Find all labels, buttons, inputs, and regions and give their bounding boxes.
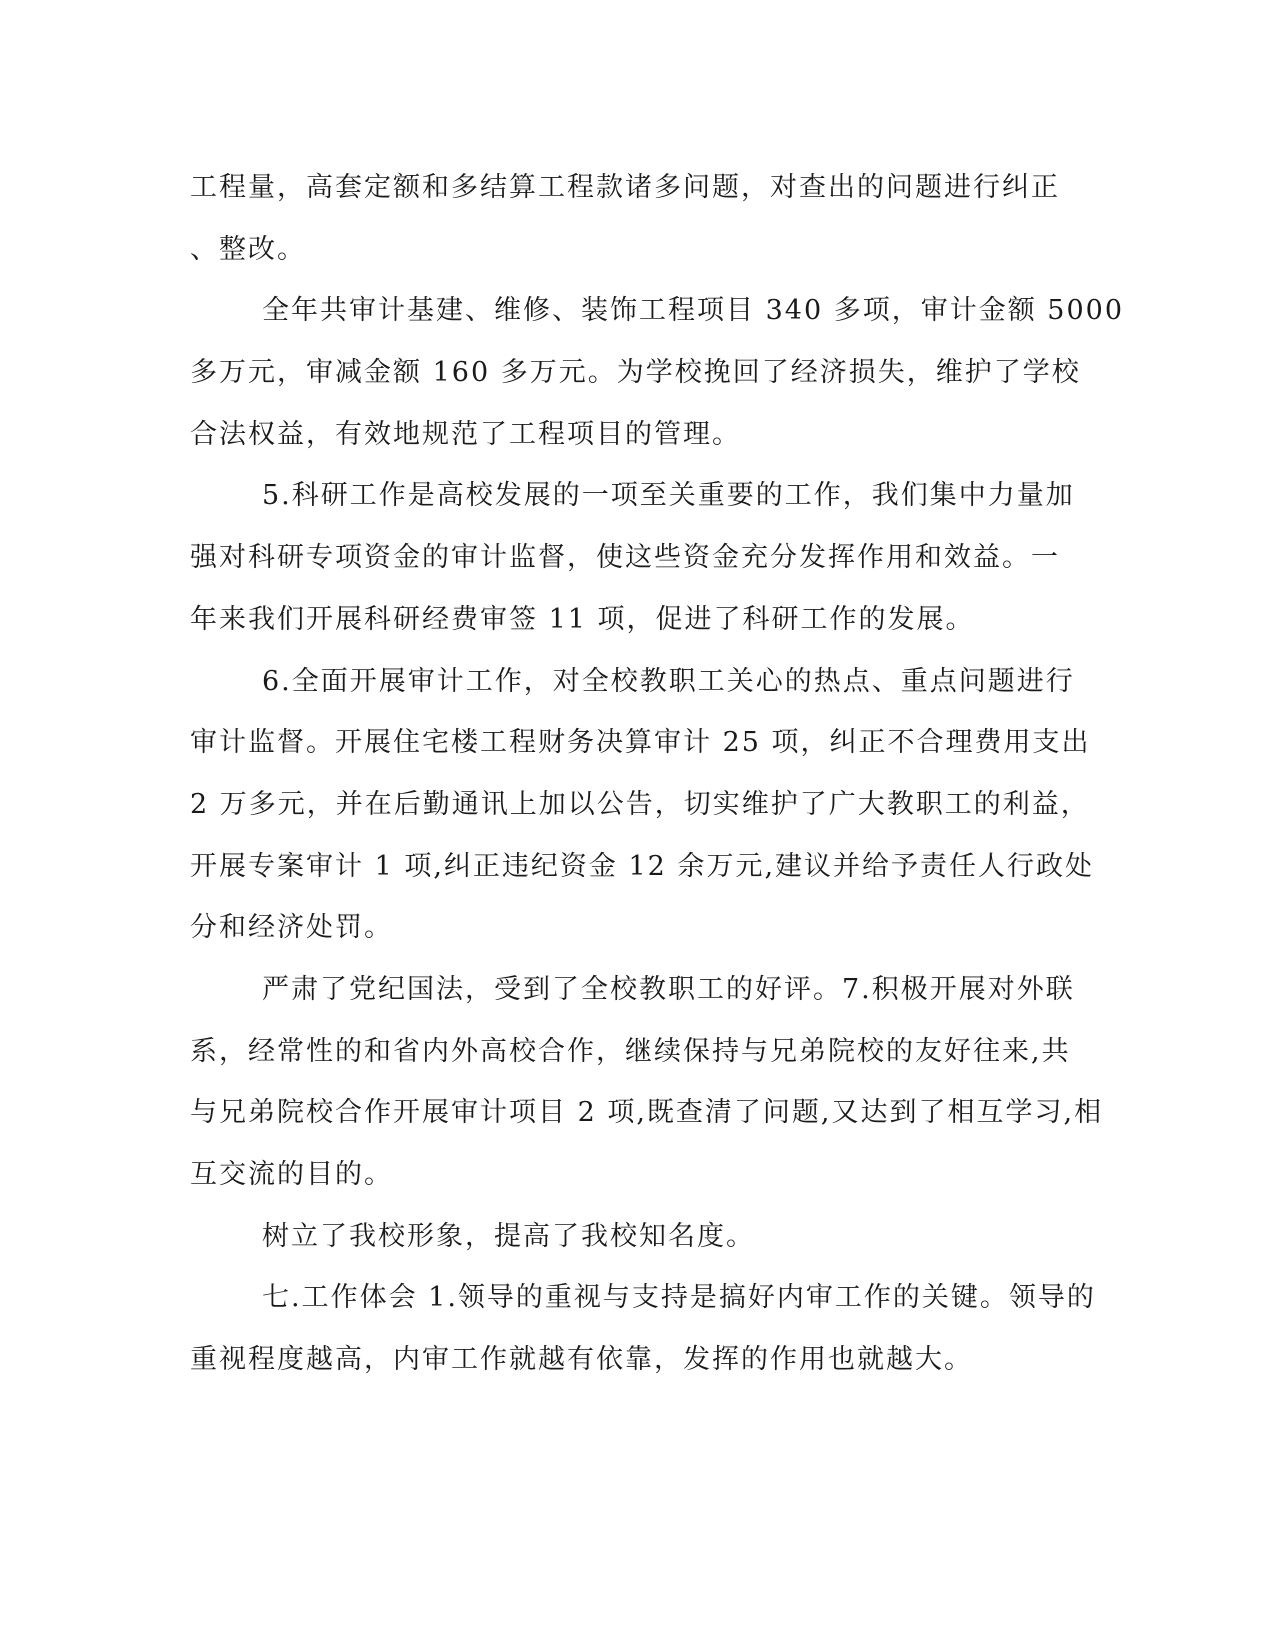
text-line: 年来我们开展科研经费审签 11 项，促进了科研工作的发展。 [190, 603, 975, 635]
text-line: 强对科研专项资金的审计监督，使这些资金充分发挥作用和效益。一 [190, 542, 1060, 574]
text-line: 重视程度越高，内审工作就越有依靠，发挥的作用也就越大。 [190, 1344, 973, 1376]
document-body [190, 157, 1124, 1391]
text-line: 工程量，高套定额和多结算工程款诸多问题，对查出的问题进行纠正 [190, 172, 1060, 203]
text-line: 全年共审计基建、维修、装饰工程项目 340 多项，审计金额 5000 [262, 295, 1124, 327]
text-line: 严肃了党纪国法，受到了全校教职工的好评。7.积极开展对外联 [262, 973, 1075, 1005]
text-line: 树立了我校形象，提高了我校知名度。 [262, 1220, 755, 1252]
text-line: 多万元，审减金额 160 多万元。为学校挽回了经济损失，维护了学校 [190, 357, 1081, 389]
text-line: 系，经常性的和省内外高校合作，继续保持与兄弟院校的友好往来,共 [190, 1035, 1071, 1067]
text-line: 开展专案审计 1 项,纠正违纪资金 12 余万元,建议并给予责任人行政处 [190, 850, 1095, 882]
text-line: 与兄弟院校合作开展审计项目 2 项,既查清了问题,又达到了相互学习,相 [190, 1097, 1104, 1129]
text-line: 5.科研工作是高校发展的一项至关重要的工作，我们集中力量加 [262, 480, 1075, 512]
text-line: 2 万多元，并在后勤通讯上加以公告，切实维护了广大教职工的利益， [190, 788, 1090, 820]
text-line: 七.工作体会 1.领导的重视与支持是搞好内审工作的关键。领导的 [262, 1282, 1096, 1314]
text-line: 审计监督。开展住宅楼工程财务决算审计 25 项，纠正不合理费用支出 [190, 727, 1091, 759]
text-line: 合法权益，有效地规范了工程项目的管理。 [190, 418, 741, 450]
text-line: 、整改。 [190, 233, 306, 265]
text-line: 分和经济处罚。 [190, 912, 393, 944]
text-line: 互交流的目的。 [190, 1159, 393, 1190]
text-line: 6.全面开展审计工作，对全校教职工关心的热点、重点问题进行 [262, 665, 1075, 697]
